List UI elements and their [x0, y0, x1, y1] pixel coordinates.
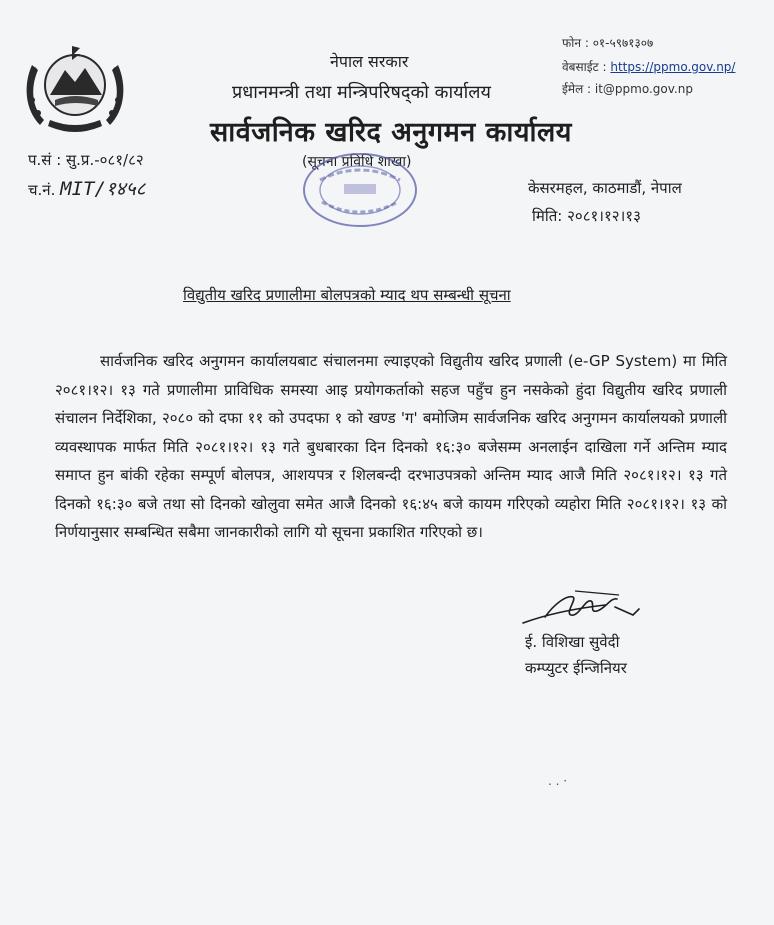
letter-number: प.सं : सु.प्र.-०८१/८२ [28, 151, 144, 169]
letter-date: मिति: २०८१।१२।१३ [532, 207, 641, 225]
dispatch-number [28, 175, 145, 201]
handwritten-signature [515, 585, 645, 630]
office-name: सार्वजनिक खरिद अनुगमन कार्यालय [210, 117, 572, 148]
ministry-name: प्रधानमन्त्री तथा मन्त्रिपरिषद्को कार्यालय [232, 82, 491, 103]
contact-phone: फोन : ०१-५९७१३०७ [562, 36, 654, 50]
dispatch-label: च.नं. [28, 181, 56, 199]
signatory-name: ई. विशिखा सुवेदी [525, 633, 620, 651]
government-name: नेपाल सरकार [330, 52, 409, 71]
government-emblem-icon [20, 40, 130, 140]
scan-specks: . . · [548, 774, 568, 788]
notice-subject: विद्युतीय खरिद प्रणालीमा बोलपत्रको म्याद थप सम्बन्धी सूचना [183, 286, 511, 304]
contact-website [562, 58, 735, 75]
office-address: केसरमहल, काठमाडौं, नेपाल [528, 179, 682, 197]
office-stamp [290, 150, 430, 232]
section-name: (सूचना प्रविधि शाखा) [302, 154, 412, 170]
contact-email: ईमेल : it@ppmo.gov.np [562, 82, 693, 96]
signatory-title: कम्प्युटर ईन्जिनियर [525, 659, 627, 677]
website-link[interactable]: https://ppmo.gov.np/ [610, 60, 736, 74]
notice-body: सार्वजनिक खरिद अनुगमन कार्यालयबाट संचालनमा ल्याइएको विद्युतीय खरिद प्रणाली (e-GP System) मा मिति २०८१।१२। १३ गते प्रणालीमा प्राविधिक समस्या आइ प्रयोगकर्ताको सहज पहुँच हुन नसकेको हुंदा विद्युतीय खरिद प्रणाली संचालन निर्देशिका, २०८० को दफा ११ को उपदफा १ को खण्ड 'ग' बमोजिम सार्वजनिक खरिद अनुगमन कार्यालयको प्रणाली व्यवस्थापक मार्फत मिति २०८१।१२। १३ गते बुधबारका दिन दिनको १६:३० बजेसम्म अनलाईन दाखिला गर्ने अन्तिम म्याद समाप्त हुन बांकी रहेका सम्पूर्ण बोलपत्र, आशयपत्र र शिलबन्दी दरभाउपत्रको अन्तिम म्याद आजै मिति २०८१।१२। १३ गते दिनको १६:३० बजे तथा सो दिनको खोलुवा समेत आजै दिनको १६:४५ बजे कायम गरिएको व्यहोरा मिति २०८१।१२। १३ को निर्णयानुसार सम्बन्धित सबैमा जानकारीको लागि यो सूचना प्रकाशित गरिएको छ। [55, 352, 727, 541]
dispatch-handwritten: MIT/१४५८ [60, 178, 146, 200]
website-label: वेबसाईट : [562, 60, 607, 74]
